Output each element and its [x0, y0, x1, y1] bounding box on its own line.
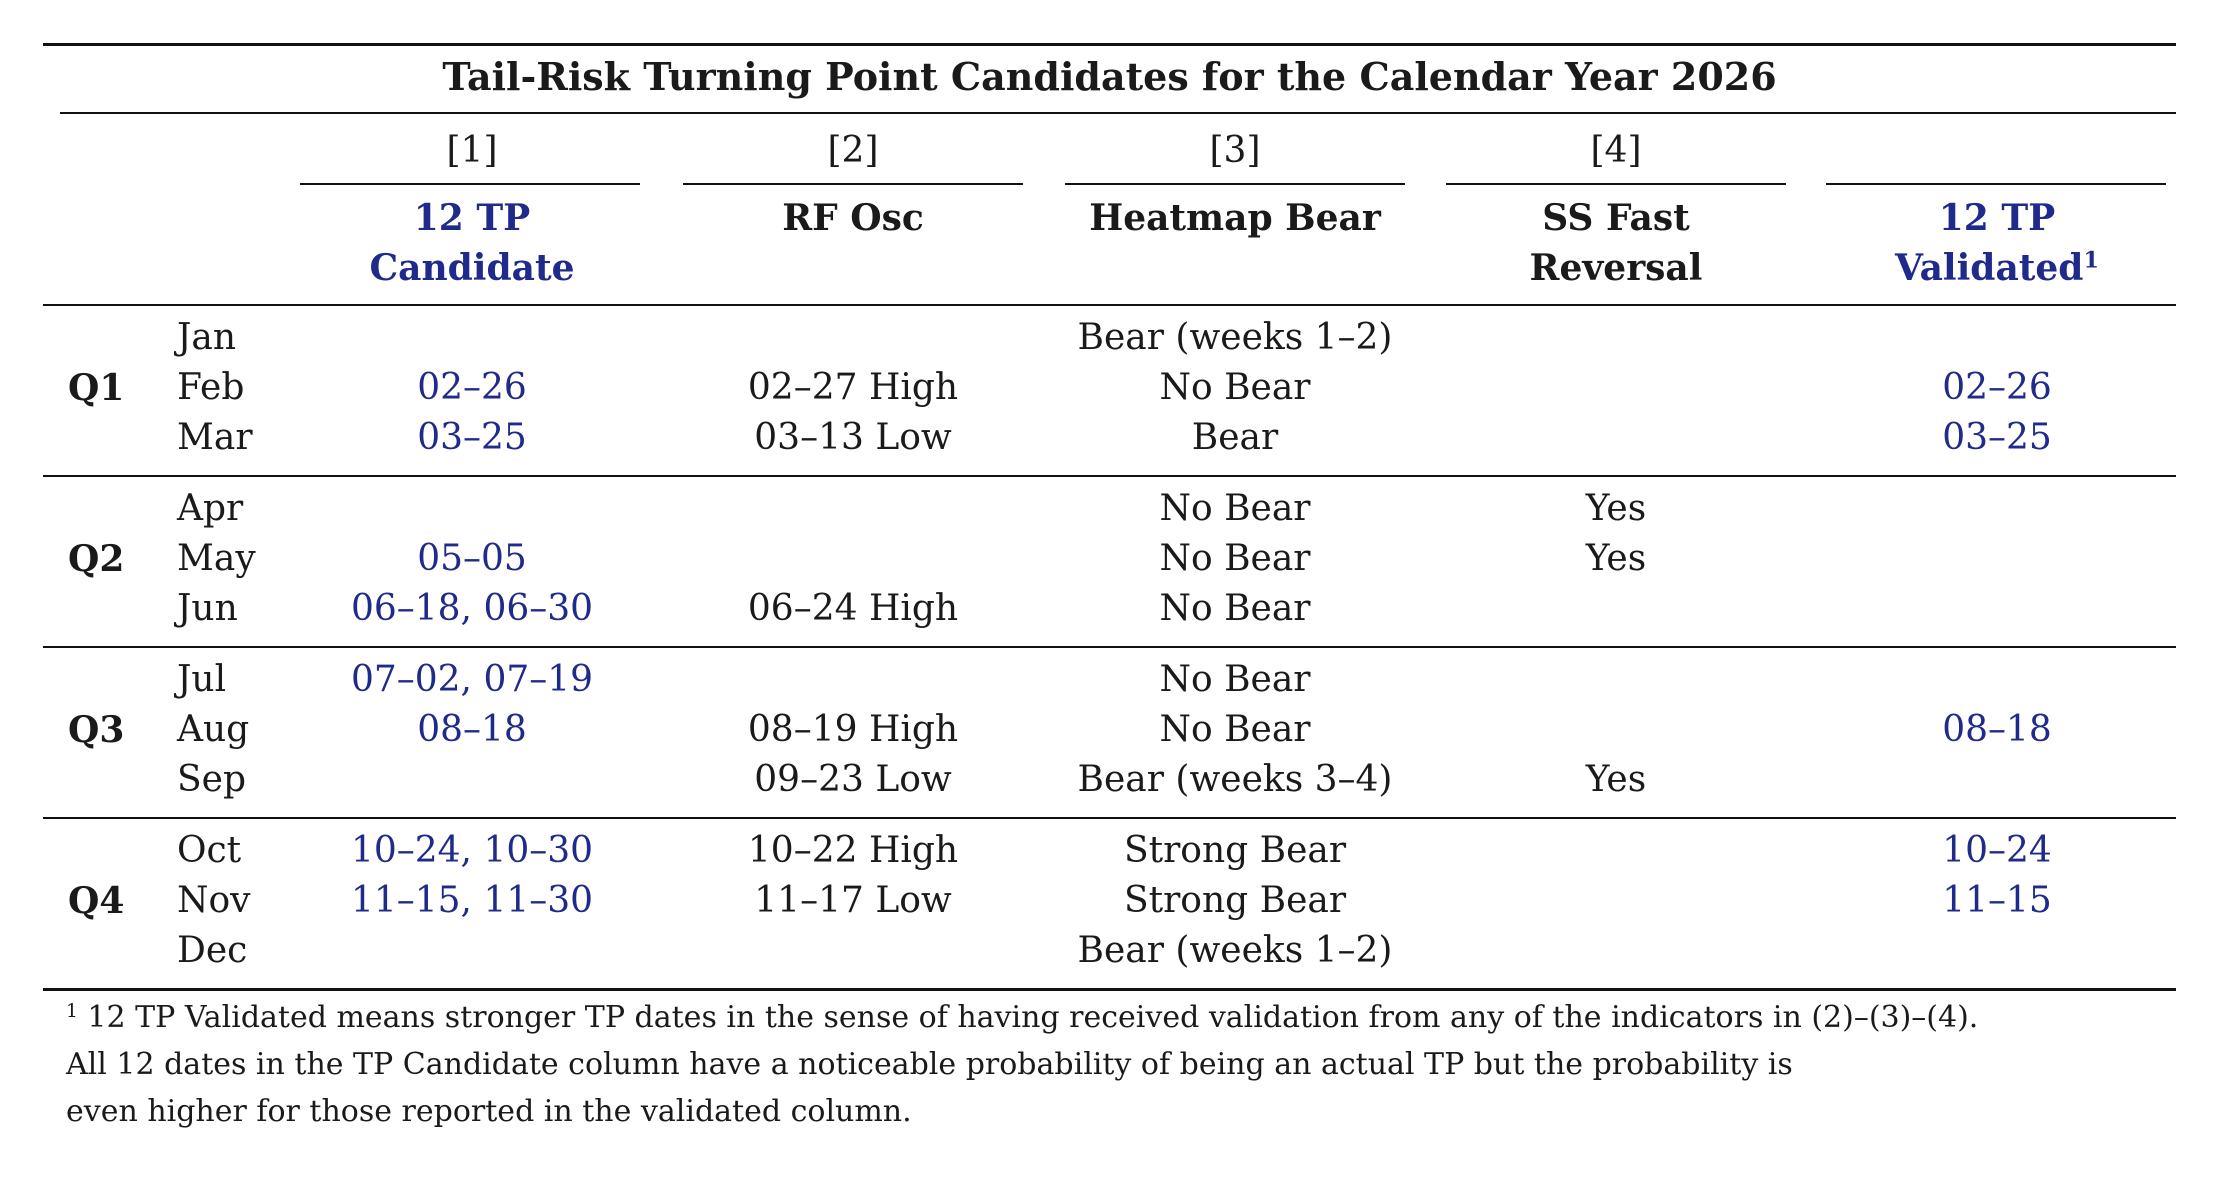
- table-cell: 03–25: [1942, 417, 2052, 458]
- table-cell: 08–18: [1942, 709, 2052, 750]
- quarter-label: Q4: [68, 880, 125, 922]
- month-label: Nov: [177, 880, 251, 921]
- month-label: Oct: [177, 830, 242, 871]
- month-label: Dec: [177, 930, 248, 971]
- table-cell: No Bear: [1159, 588, 1311, 629]
- footnote-text-1: 12 TP Validated means stronger TP dates in the sense of having received validation from any of the indicators in (2)–(3)–(4).: [87, 1000, 1979, 1035]
- column-header-1-line1: 12 TP: [413, 197, 531, 239]
- month-label: Jul: [177, 659, 227, 700]
- month-label: Feb: [177, 367, 245, 408]
- footnote-ref-marker: 1: [2083, 247, 2100, 274]
- table-cell: 10–22 High: [747, 830, 959, 871]
- column-header-4-line2-text: Reversal: [1529, 247, 1703, 289]
- table-cell: Bear (weeks 3–4): [1077, 759, 1393, 800]
- column-index-4: [4]: [1590, 130, 1642, 171]
- table-cell: 03–25: [417, 417, 527, 458]
- table-cell: 11–17 Low: [754, 880, 952, 921]
- table-cell: 09–23 Low: [754, 759, 952, 800]
- month-label: Apr: [177, 488, 244, 529]
- column-header-1-line2-text: Candidate: [369, 247, 575, 289]
- column-header-2-line1: RF Osc: [782, 197, 924, 239]
- table-cell: No Bear: [1159, 709, 1311, 750]
- column-underline-3: [1065, 183, 1405, 185]
- quarter-label: Q2: [68, 538, 125, 580]
- month-label: May: [177, 538, 256, 579]
- table-cell: Yes: [1585, 759, 1647, 800]
- table-cell: 05–05: [417, 538, 527, 579]
- table-cell: 11–15: [1942, 880, 2052, 921]
- title-rule: [60, 112, 2176, 114]
- top-rule: [43, 43, 2176, 46]
- column-underline-5: [1826, 183, 2166, 185]
- table-cell: 02–27 High: [747, 367, 959, 408]
- table-cell: Strong Bear: [1123, 880, 1347, 921]
- column-header-3-line1: Heatmap Bear: [1089, 197, 1381, 239]
- column-index-1: [1]: [446, 130, 498, 171]
- table-cell: 08–19 High: [747, 709, 959, 750]
- bottom-rule: [43, 988, 2176, 991]
- table-cell: 03–13 Low: [754, 417, 952, 458]
- column-index-3: [3]: [1209, 130, 1261, 171]
- column-underline-4: [1446, 183, 1786, 185]
- table-cell: Bear: [1191, 417, 1279, 458]
- table-cell: 08–18: [417, 709, 527, 750]
- table-cell: 10–24: [1942, 830, 2052, 871]
- table-cell: 07–02, 07–19: [350, 659, 594, 700]
- table-cell: Bear (weeks 1–2): [1077, 930, 1393, 971]
- table-cell: 11–15, 11–30: [350, 880, 594, 921]
- column-header-5-line2-text: Validated: [1894, 247, 2084, 289]
- table-cell: Yes: [1585, 488, 1647, 529]
- table-cell: Bear (weeks 1–2): [1077, 317, 1393, 358]
- table-title: Tail-Risk Turning Point Candidates for the Calendar Year 2026: [442, 54, 1777, 99]
- column-index-2: [2]: [827, 130, 879, 171]
- footnote-line-1: [66, 1000, 1979, 1035]
- quarter-separator: [43, 646, 2176, 648]
- column-header-5-line1: 12 TP: [1938, 197, 2056, 239]
- month-label: Jun: [177, 588, 238, 629]
- table-cell: Yes: [1585, 538, 1647, 579]
- table-cell: No Bear: [1159, 367, 1311, 408]
- month-label: Mar: [177, 417, 253, 458]
- column-header-4-line2: [1426, 243, 1806, 293]
- table-cell: 06–24 High: [747, 588, 959, 629]
- table-cell: 06–18, 06–30: [350, 588, 594, 629]
- quarter-separator: [43, 475, 2176, 477]
- month-label: Jan: [177, 317, 237, 358]
- quarter-separator: [43, 817, 2176, 819]
- table-cell: No Bear: [1159, 538, 1311, 579]
- header-rule: [43, 304, 2176, 306]
- column-header-5-line2: [1807, 243, 2187, 293]
- column-header-1-line2: [282, 243, 662, 293]
- quarter-label: Q1: [68, 367, 125, 409]
- quarter-label: Q3: [68, 709, 125, 751]
- table-cell: Strong Bear: [1123, 830, 1347, 871]
- column-underline-2: [683, 183, 1023, 185]
- table-cell: 02–26: [1942, 367, 2052, 408]
- table-cell: No Bear: [1159, 488, 1311, 529]
- column-header-4-line1: SS Fast: [1542, 197, 1690, 239]
- table-cell: No Bear: [1159, 659, 1311, 700]
- month-label: Aug: [177, 709, 250, 750]
- column-underline-1: [300, 183, 640, 185]
- footnote-line-2: All 12 dates in the TP Candidate column have a noticeable probability of being an actual TP but the probability is: [66, 1047, 1793, 1082]
- footnote-marker: 1: [66, 1000, 78, 1022]
- month-label: Sep: [177, 759, 247, 800]
- table-cell: 10–24, 10–30: [350, 830, 594, 871]
- table-cell: 02–26: [417, 367, 527, 408]
- footnote-line-3: even higher for those reported in the validated column.: [66, 1094, 912, 1129]
